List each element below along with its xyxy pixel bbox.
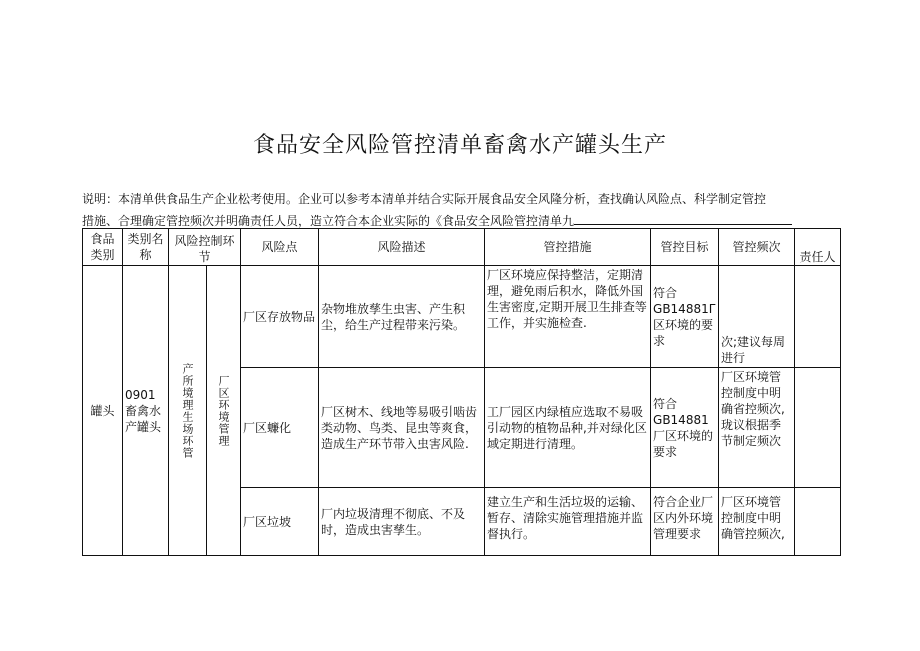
cell-frequency: 厂区环境管控制度中明确省控频次,珑议根据季节制定频次	[719, 368, 795, 488]
note-underline	[574, 212, 792, 225]
cell-link-col1	[169, 266, 207, 556]
cell-risk-point: 厂区存放物品	[241, 266, 319, 368]
header-responsible: 责任人	[795, 229, 841, 266]
cell-target: 符合GB14881Γ区环境的要求	[651, 266, 719, 368]
cell-measures: 厂区环境应保持整洁，定期清理，避免雨后积水，降低外国生害密度,定期开展卫生排查等工作，并实施检查.	[485, 266, 651, 368]
header-frequency: 管控频次	[719, 229, 795, 266]
cell-risk-desc: 厂区树木、线地等易吸引啮齿类动物、鸟类、昆虫等爽食，造成生产环节带入虫害风险.	[319, 368, 485, 488]
cell-measures: 工厂园区内绿植应选取不易吸引动物的植物品种,并对绿化区域定期进行清理。	[485, 368, 651, 488]
cell-frequency: 厂区环境管控制度中明确管控频次,	[719, 488, 795, 556]
note-line-1: 说明：本清单供食品生产企业松考使用。企业可以参考本清单并结合实际开展食品安全风隆分析，查找确认风险点、科学制定管控	[82, 192, 767, 206]
risk-control-table	[82, 228, 841, 556]
cell-risk-point: 厂区垃坡	[241, 488, 319, 556]
cell-target: 符合企业厂区内外环境管理要求	[651, 488, 719, 556]
cell-risk-desc: 厂内垃圾清理不彻底、不及时，造成虫害孳生。	[319, 488, 485, 556]
link-col2-text: 厂区环境管理	[217, 374, 230, 447]
cell-responsible	[795, 488, 841, 556]
table-row	[83, 266, 841, 368]
note-line-2	[82, 212, 792, 229]
link-col1-text: 产所境理生场环管	[181, 362, 194, 459]
cell-link-col2	[207, 266, 241, 556]
header-risk-desc: 风险描述	[319, 229, 485, 266]
cell-target: 符合GB14881厂区环境的要求	[651, 368, 719, 488]
cell-sub-category: 0901畜禽水产罐头	[123, 266, 169, 556]
table-header-row	[83, 229, 841, 266]
header-sub-category: 类别名称	[123, 229, 169, 266]
note-line-2-text: 措施、合理确定管控频次并明确责任人员，造立符合本企业实际的《食品安全风险管控清单九	[82, 214, 575, 228]
header-measures: 管控措施	[485, 229, 651, 266]
page-title: 食品安全风险管控清单畜禽水产罐头生产	[252, 133, 667, 158]
header-target: 管控目标	[651, 229, 719, 266]
cell-measures: 建立生产和生活垃圾的运输、暂存、清除实施管理措施并监督执行。	[485, 488, 651, 556]
cell-frequency: 次;建议每周进行	[719, 266, 795, 368]
header-risk-point: 风险点	[241, 229, 319, 266]
cell-risk-desc: 杂物堆放孳生虫害、产生积尘，给生产过程带来污染。	[319, 266, 485, 368]
header-control-link: 风险控制环节	[169, 229, 241, 266]
cell-food-category: 罐头	[83, 266, 123, 556]
cell-risk-point: 厂区蠊化	[241, 368, 319, 488]
cell-responsible	[795, 266, 841, 368]
header-food-category: 食品类别	[83, 229, 123, 266]
cell-responsible	[795, 368, 841, 488]
